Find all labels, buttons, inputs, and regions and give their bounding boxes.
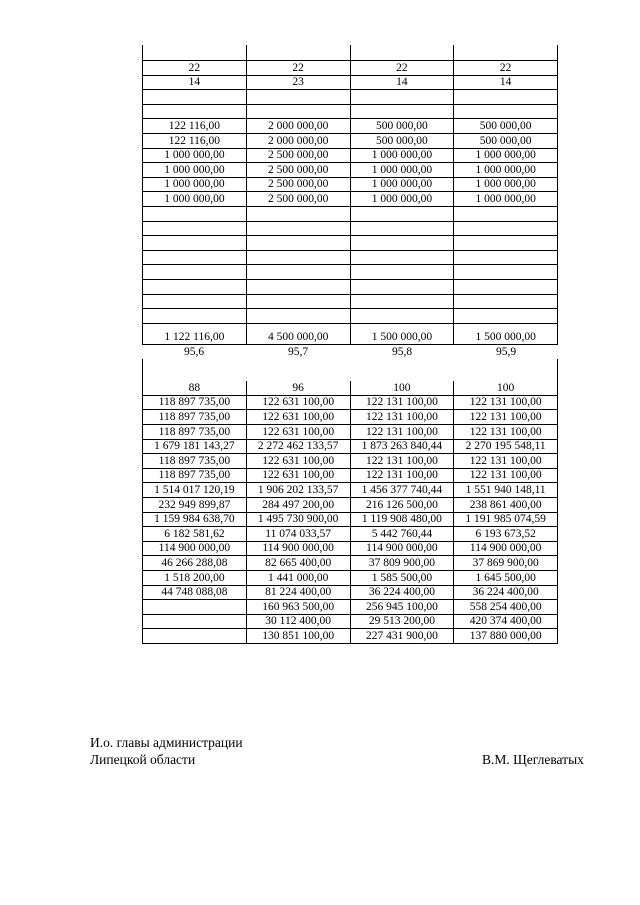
table-row <box>142 469 558 484</box>
table-cell: 81 224 400,00 <box>246 586 350 600</box>
signatory-position-line-1: И.о. главы администрации <box>90 735 243 750</box>
table-cell <box>142 236 246 250</box>
table-cell: 1 000 000,00 <box>350 149 454 163</box>
table-cell <box>142 207 246 221</box>
table-row <box>142 265 558 280</box>
table-cell: 130 851 100,00 <box>246 629 350 643</box>
table-row <box>142 440 558 455</box>
table-cell <box>142 222 246 236</box>
table-cell: 95,9 <box>454 345 558 360</box>
table-row <box>142 207 558 222</box>
table-row <box>142 571 558 586</box>
table-cell <box>453 309 558 323</box>
table-row <box>142 295 558 310</box>
table-cell: 122 131 100,00 <box>453 425 558 439</box>
table-cell: 36 224 400,00 <box>350 586 454 600</box>
table-cell: 122 131 100,00 <box>453 454 558 468</box>
table-cell <box>350 265 454 279</box>
table-cell <box>350 359 454 381</box>
table-cell <box>350 236 454 250</box>
table-row <box>142 251 558 266</box>
table-row <box>142 105 558 120</box>
table-cell: 500 000,00 <box>453 119 558 133</box>
table-cell <box>246 251 350 265</box>
table-cell: 100 <box>350 381 454 395</box>
table-row <box>142 192 558 207</box>
table-cell: 1 000 000,00 <box>453 178 558 192</box>
table-row <box>142 222 558 237</box>
table-cell: 227 431 900,00 <box>350 629 454 643</box>
table-cell: 1 000 000,00 <box>142 163 246 177</box>
signatory-position-line-2: Липецкой области <box>90 752 196 767</box>
table-cell <box>453 236 558 250</box>
table-row <box>142 542 558 557</box>
table-cell: 1 000 000,00 <box>142 192 246 206</box>
table-cell: 500 000,00 <box>453 134 558 148</box>
table-cell: 37 869 900,00 <box>453 556 558 570</box>
table-cell: 1 873 263 840,44 <box>350 440 454 454</box>
table-cell: 1 000 000,00 <box>350 163 454 177</box>
table-cell <box>350 207 454 221</box>
table-cell: 216 126 500,00 <box>350 498 454 512</box>
table-cell: 4 500 000,00 <box>246 324 350 344</box>
table-cell <box>246 309 350 323</box>
table-cell: 122 131 100,00 <box>350 410 454 424</box>
signatory-name: В.М. Щеглеватых <box>482 752 584 767</box>
table-cell: 14 <box>453 76 558 90</box>
table-cell: 284 497 200,00 <box>246 498 350 512</box>
table-cell: 118 897 735,00 <box>142 396 246 410</box>
table-cell <box>142 90 246 104</box>
table-cell <box>350 309 454 323</box>
table-cell: 118 897 735,00 <box>142 425 246 439</box>
table-cell: 1 122 116,00 <box>142 324 246 344</box>
table-cell: 6 193 673,52 <box>453 527 558 541</box>
table-cell: 1 551 940 148,11 <box>453 483 558 497</box>
table-cell <box>350 280 454 294</box>
table-cell: 122 131 100,00 <box>350 425 454 439</box>
table-cell: 122 131 100,00 <box>453 469 558 483</box>
table-cell: 137 880 000,00 <box>453 629 558 643</box>
table-cell: 11 074 033,57 <box>246 527 350 541</box>
table-cell: 558 254 400,00 <box>453 600 558 614</box>
table-cell: 22 <box>142 61 246 75</box>
table-cell: 1 514 017 120,19 <box>142 483 246 497</box>
table-cell: 122 131 100,00 <box>453 396 558 410</box>
table-cell: 1 000 000,00 <box>350 192 454 206</box>
table-cell <box>142 251 246 265</box>
table-cell: 1 441 000,00 <box>246 571 350 585</box>
table-cell: 2 270 195 548,11 <box>453 440 558 454</box>
table-cell: 114 900 000,00 <box>350 542 454 556</box>
table-cell: 23 <box>246 76 350 90</box>
table-cell: 2 000 000,00 <box>246 119 350 133</box>
table-cell: 1 191 985 074,59 <box>453 513 558 527</box>
table-cell <box>453 207 558 221</box>
table-cell: 95,7 <box>246 345 350 360</box>
table-cell: 1 585 500,00 <box>350 571 454 585</box>
table-cell <box>246 236 350 250</box>
table-cell: 14 <box>350 76 454 90</box>
table-cell <box>453 280 558 294</box>
table-cell <box>453 295 558 309</box>
table-cell: 100 <box>453 381 558 395</box>
table-cell: 1 159 984 638,70 <box>142 513 246 527</box>
table-row <box>142 615 558 630</box>
table-cell: 96 <box>246 381 350 395</box>
table-cell: 2 500 000,00 <box>246 149 350 163</box>
table-cell: 114 900 000,00 <box>246 542 350 556</box>
table-cell <box>246 222 350 236</box>
table-row <box>142 527 558 542</box>
table-row <box>142 425 558 440</box>
table-cell: 122 631 100,00 <box>246 396 350 410</box>
table-cell: 1 000 000,00 <box>453 192 558 206</box>
table-row <box>142 600 558 615</box>
table-cell <box>142 309 246 323</box>
table-cell <box>350 295 454 309</box>
table-cell: 44 748 088,08 <box>142 586 246 600</box>
table-row <box>142 498 558 513</box>
table-cell: 88 <box>142 381 246 395</box>
table-cell: 1 500 000,00 <box>453 324 558 344</box>
table-cell: 2 500 000,00 <box>246 178 350 192</box>
table-cell: 122 131 100,00 <box>350 454 454 468</box>
table-cell <box>246 45 350 60</box>
table-cell <box>142 629 246 643</box>
table-row <box>142 236 558 251</box>
table-row <box>142 513 558 528</box>
table-row <box>142 178 558 193</box>
table-cell: 1 000 000,00 <box>453 163 558 177</box>
table-cell: 1 456 377 740,44 <box>350 483 454 497</box>
table-cell: 118 897 735,00 <box>142 410 246 424</box>
table-cell <box>350 90 454 104</box>
table-cell: 118 897 735,00 <box>142 469 246 483</box>
table-cell: 122 116,00 <box>142 134 246 148</box>
table-cell: 1 906 202 133,57 <box>246 483 350 497</box>
table-cell <box>350 222 454 236</box>
table-cell: 122 631 100,00 <box>246 469 350 483</box>
table-cell: 114 900 000,00 <box>453 542 558 556</box>
table-cell: 500 000,00 <box>350 119 454 133</box>
table-cell: 420 374 400,00 <box>453 615 558 629</box>
table-cell <box>246 105 350 119</box>
table-cell <box>350 45 454 60</box>
budget-table <box>142 45 558 644</box>
table-row <box>142 410 558 425</box>
table-row <box>142 280 558 295</box>
table-cell <box>142 359 247 381</box>
table-cell <box>142 265 246 279</box>
table-cell <box>453 45 558 60</box>
table-row <box>142 483 558 498</box>
table-row <box>142 556 558 571</box>
table-cell <box>453 222 558 236</box>
table-cell <box>142 280 246 294</box>
table-row <box>142 586 558 601</box>
table-row <box>142 134 558 149</box>
table-cell: 5 442 760,44 <box>350 527 454 541</box>
table-cell: 256 945 100,00 <box>350 600 454 614</box>
table-cell: 1 645 500,00 <box>453 571 558 585</box>
table-row <box>142 90 558 105</box>
table-cell: 2 500 000,00 <box>246 163 350 177</box>
table-cell <box>246 207 350 221</box>
table-cell: 238 861 400,00 <box>453 498 558 512</box>
table-cell: 2 000 000,00 <box>246 134 350 148</box>
table-cell <box>246 280 350 294</box>
table-cell <box>350 251 454 265</box>
table-cell <box>454 359 559 381</box>
table-cell: 22 <box>453 61 558 75</box>
table-cell <box>247 359 351 381</box>
table-cell <box>142 600 246 614</box>
table-row <box>142 324 558 345</box>
table-cell: 2 500 000,00 <box>246 192 350 206</box>
table-row <box>142 359 558 381</box>
signatory-position <box>90 734 243 768</box>
table-cell: 1 000 000,00 <box>142 149 246 163</box>
table-row <box>142 454 558 469</box>
table-cell: 1 495 730 900,00 <box>246 513 350 527</box>
table-cell <box>246 265 350 279</box>
table-cell <box>453 90 558 104</box>
table-cell: 14 <box>142 76 246 90</box>
table-row <box>142 396 558 411</box>
table-cell: 82 665 400,00 <box>246 556 350 570</box>
table-cell <box>246 90 350 104</box>
table-row <box>142 163 558 178</box>
table-cell: 2 272 462 133,57 <box>246 440 350 454</box>
table-cell: 232 949 899,87 <box>142 498 246 512</box>
table-cell <box>142 615 246 629</box>
table-row <box>142 381 558 396</box>
table-cell: 29 513 200,00 <box>350 615 454 629</box>
table-cell: 1 000 000,00 <box>350 178 454 192</box>
table-row <box>142 629 558 644</box>
table-cell: 1 500 000,00 <box>350 324 454 344</box>
table-cell: 122 131 100,00 <box>453 410 558 424</box>
table-cell: 160 963 500,00 <box>246 600 350 614</box>
table-cell: 6 182 581,62 <box>142 527 246 541</box>
table-cell: 500 000,00 <box>350 134 454 148</box>
table-row <box>142 45 558 61</box>
table-row <box>142 61 558 76</box>
table-cell <box>246 295 350 309</box>
table-row <box>142 149 558 164</box>
table-cell <box>453 251 558 265</box>
table-cell: 114 900 000,00 <box>142 542 246 556</box>
table-cell: 122 131 100,00 <box>350 469 454 483</box>
table-cell: 36 224 400,00 <box>453 586 558 600</box>
table-cell: 118 897 735,00 <box>142 454 246 468</box>
table-cell: 37 809 900,00 <box>350 556 454 570</box>
table-cell: 122 131 100,00 <box>350 396 454 410</box>
table-row <box>142 76 558 91</box>
table-row <box>142 345 558 360</box>
table-cell <box>453 105 558 119</box>
table-cell: 122 116,00 <box>142 119 246 133</box>
table-cell <box>142 105 246 119</box>
table-cell <box>350 105 454 119</box>
table-cell: 95,6 <box>142 345 246 360</box>
table-cell: 1 518 200,00 <box>142 571 246 585</box>
table-cell <box>142 295 246 309</box>
table-cell: 22 <box>246 61 350 75</box>
table-cell: 1 679 181 143,27 <box>142 440 246 454</box>
table-cell: 122 631 100,00 <box>246 410 350 424</box>
table-cell: 1 119 908 480,00 <box>350 513 454 527</box>
table-cell <box>142 45 246 60</box>
table-cell: 122 631 100,00 <box>246 454 350 468</box>
table-cell <box>453 265 558 279</box>
table-cell: 46 266 288,08 <box>142 556 246 570</box>
table-cell: 1 000 000,00 <box>142 178 246 192</box>
table-cell: 95,8 <box>350 345 454 360</box>
table-cell: 122 631 100,00 <box>246 425 350 439</box>
table-cell: 1 000 000,00 <box>453 149 558 163</box>
table-row <box>142 119 558 134</box>
table-cell: 22 <box>350 61 454 75</box>
table-row <box>142 309 558 324</box>
table-cell: 30 112 400,00 <box>246 615 350 629</box>
